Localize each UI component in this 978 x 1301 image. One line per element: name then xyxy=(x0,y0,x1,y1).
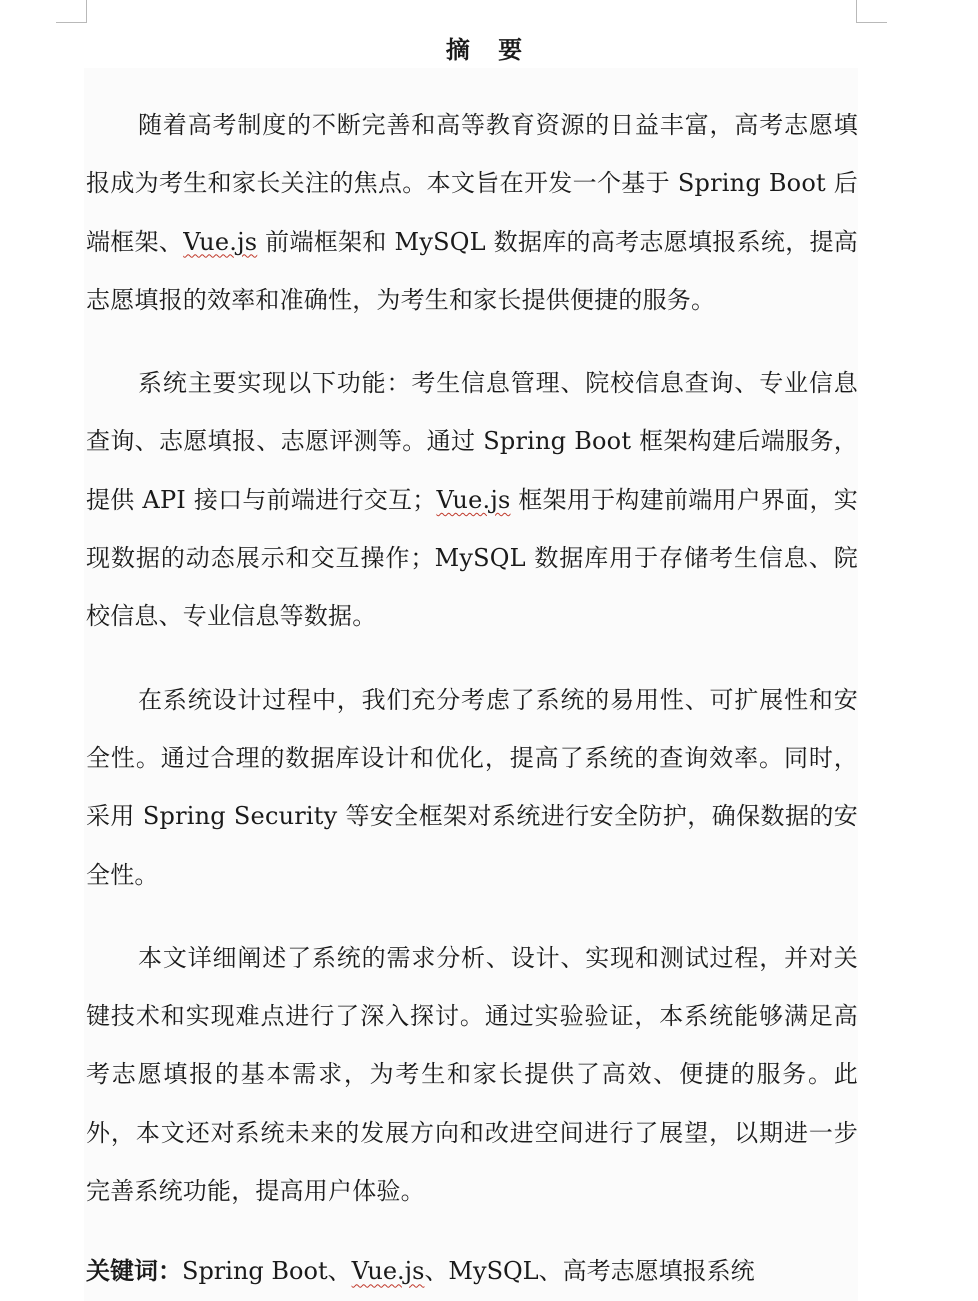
keywords-line xyxy=(86,1242,858,1300)
abstract-paragraph-4: 本文详细阐述了系统的需求分析、设计、实现和测试过程，并对关键技术和实现难点进行了深入探讨。通过实验验证，本系统能够满足高考志愿填报的基本需求，为考生和家长提供了高效、便捷的服务。此外，本文还对系统未来的发展方向和改进空间进行了展望，以期进一步完善系统功能，提高用户体验。 xyxy=(86,943,858,1206)
abstract-title: 摘 要 xyxy=(445,36,533,64)
crop-mark-top-right xyxy=(856,0,887,23)
keywords-label: 关键词： xyxy=(86,1257,182,1286)
paragraph-text: 系统主要实现以下功能：考生信息管理、院校信息查询、专业信息查询、志愿填报、志愿评测等。通过 Spring Boot 框架构建后端服务，提供 API 接口与前端进行交互； xyxy=(86,369,858,514)
abstract-paragraph-1 xyxy=(86,96,858,329)
paragraph-text: 随着高考制度的不断完善和高等教育资源的日益丰富，高考志愿填报成为考生和家长关注的焦点。本文旨在开发一个基于 Spring Boot 后端框架、 xyxy=(86,111,858,256)
abstract-paragraph-2 xyxy=(86,354,858,645)
abstract-paragraph-3: 在系统设计过程中，我们充分考虑了系统的易用性、可扩展性和安全性。通过合理的数据库设计和优化，提高了系统的查询效率。同时，采用 Spring Security 等安全框架对系统进行安全防护，确保数据的安全性。 xyxy=(86,685,858,889)
abstract-body xyxy=(86,96,858,1300)
keyword-text: 、MySQL、高考志愿填报系统 xyxy=(424,1257,755,1286)
paragraph-text: 框架用于构建前端用户界面，实现数据的动态展示和交互操作；MySQL 数据库用于存储考生信息、院校信息、专业信息等数据。 xyxy=(86,485,858,631)
crop-mark-top-left xyxy=(56,0,87,23)
spellcheck-term: Vue.js xyxy=(436,485,511,514)
keyword-text: Spring Boot、 xyxy=(182,1257,352,1286)
spellcheck-term: Vue.js xyxy=(183,227,258,256)
spellcheck-term: Vue.js xyxy=(351,1257,425,1286)
paragraph-text: 前端框架和 MySQL 数据库的高考志愿填报系统，提高志愿填报的效率和准确性，为考生和家长提供便捷的服务。 xyxy=(86,227,858,314)
